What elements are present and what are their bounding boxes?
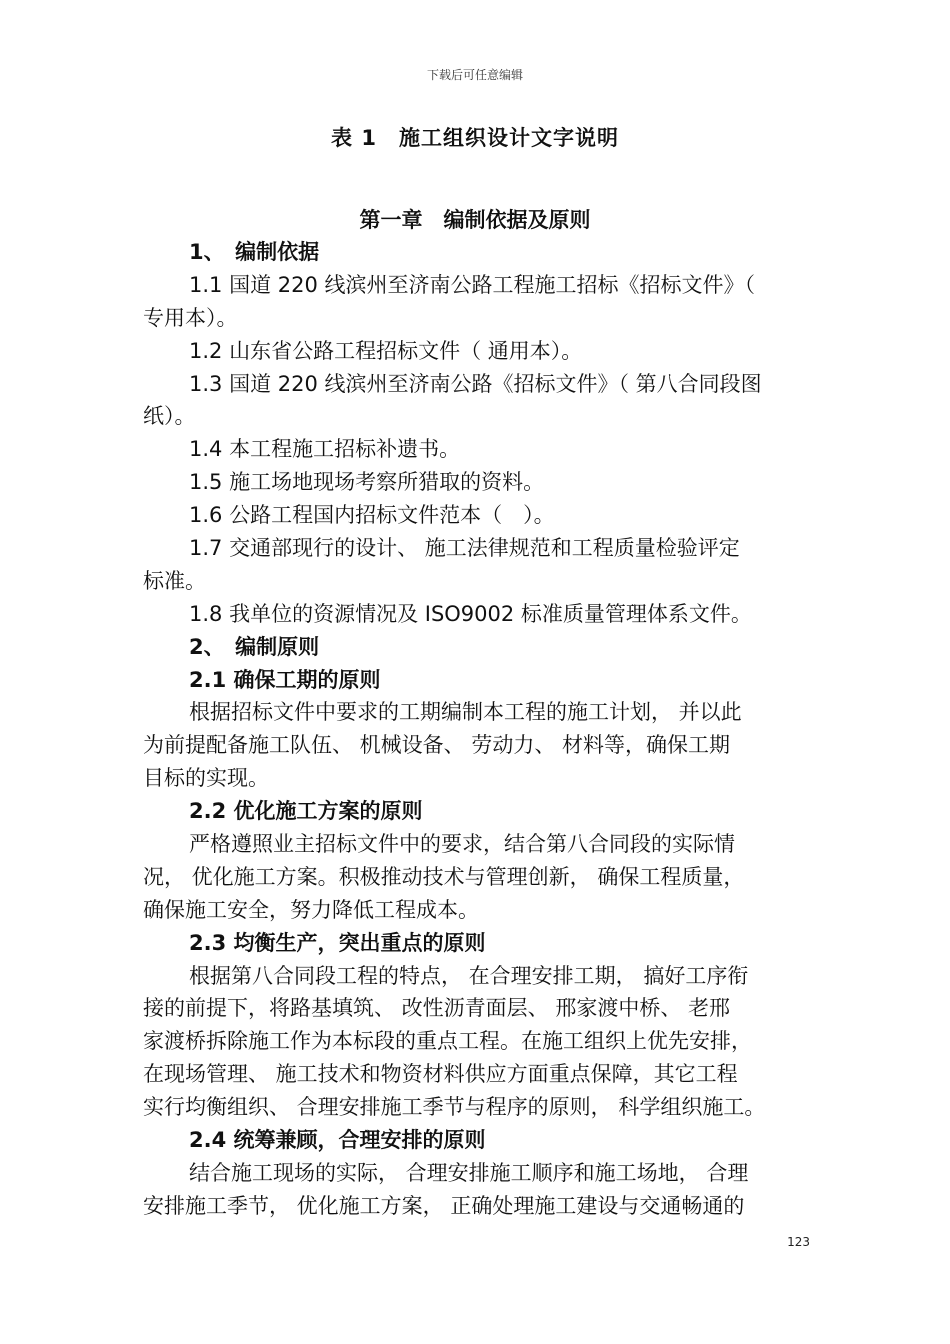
text-line: 1.3 国道 220 线滨州至济南公路《招标文件》（ 第八合同段图 (189, 371, 762, 396)
text-line: 实行均衡组织、 合理安排施工季节与程序的原则， 科学组织施工。 (143, 1095, 766, 1120)
text-line: 为前提配备施工队伍、 机械设备、 劳动力、 材料等，确保工期 (143, 733, 731, 758)
text-line: 安排施工季节， 优化施工方案， 正确处理施工建设与交通畅通的 (143, 1193, 745, 1218)
text-line: 1.6 公路工程国内招标文件范本（ ）。 (189, 503, 555, 528)
text-line: 在现场管理、 施工技术和物资材料供应方面重点保障，其它工程 (143, 1062, 738, 1087)
page-number: 123 (787, 1235, 810, 1249)
section-heading: 2.2 优化施工方案的原则 (189, 799, 423, 824)
section-heading: 2、 编制原则 (189, 634, 320, 659)
section-heading: 1、 编制依据 (189, 240, 320, 264)
text-line: 标准。 (143, 568, 206, 593)
text-line: 根据招标文件中要求的工期编制本工程的施工计划， 并以此 (189, 700, 742, 725)
text-line: 根据第八合同段工程的特点， 在合理安排工期， 搞好工序衔 (189, 963, 749, 988)
text-line: 1.1 国道 220 线滨州至济南公路工程施工招标《招标文件》（ (189, 272, 756, 297)
text-line: 纸）。 (143, 404, 196, 429)
text-line: 1.8 我单位的资源情况及 ISO9002 标准质量管理体系文件。 (189, 601, 752, 626)
page-header: 下载后可任意编辑 (426, 68, 523, 82)
text-line: 1.5 施工场地现场考察所猎取的资料。 (189, 470, 545, 495)
section-heading: 2.1 确保工期的原则 (189, 667, 381, 692)
text-line: 1.7 交通部现行的设计、 施工法律规范和工程质量检验评定 (189, 536, 740, 561)
document-title: 表 1 施工组织设计文字说明 (331, 126, 619, 150)
text-line: 家渡桥拆除施工作为本标段的重点工程。在施工组织上优先安排， (143, 1029, 752, 1054)
text-line: 1.4 本工程施工招标补遗书。 (189, 437, 461, 462)
text-line: 接的前提下，将路基填筑、 改性沥青面层、 邢家渡中桥、 老邢 (143, 996, 731, 1021)
text-line: 确保施工安全，努力降低工程成本。 (143, 897, 479, 922)
document-body (143, 236, 811, 1223)
section-heading: 2.4 统筹兼顾，合理安排的原则 (189, 1128, 486, 1153)
text-line: 1.2 山东省公路工程招标文件（ 通用本）。 (189, 338, 583, 363)
text-line: 严格遵照业主招标文件中的要求，结合第八合同段的实际情 (189, 832, 735, 857)
text-line: 专用本）。 (143, 305, 238, 330)
chapter-heading: 第一章 编制依据及原则 (359, 208, 591, 232)
section-heading: 2.3 均衡生产，突出重点的原则 (189, 930, 486, 955)
text-line: 目标的实现。 (143, 766, 269, 791)
text-line: 况， 优化施工方案。积极推动技术与管理创新， 确保工程质量， (143, 864, 745, 889)
text-line: 结合施工现场的实际， 合理安排施工顺序和施工场地， 合理 (189, 1160, 749, 1185)
